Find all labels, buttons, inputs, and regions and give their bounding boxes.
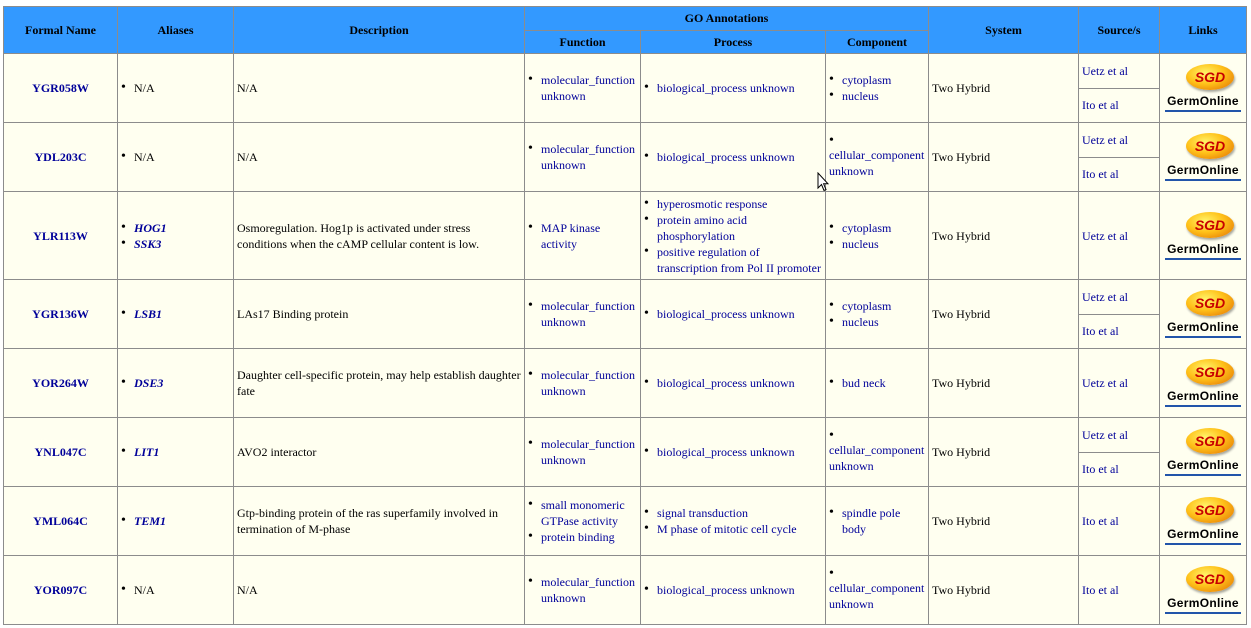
go-process-link[interactable]: biological_process unknown xyxy=(657,583,795,597)
go-function-link[interactable]: molecular_function unknown xyxy=(541,299,635,329)
go-process-link[interactable]: biological_process unknown xyxy=(657,307,795,321)
germonline-logo-link[interactable]: GermOnline xyxy=(1165,241,1241,260)
alias-item xyxy=(121,513,230,529)
go-function-link[interactable]: molecular_function unknown xyxy=(541,368,635,398)
go-component-list xyxy=(829,430,925,474)
formal-name-link[interactable]: YDL203C xyxy=(4,123,117,191)
aliases-cell xyxy=(118,280,233,348)
system-cell: Two Hybrid xyxy=(929,54,1078,122)
header-component: Component xyxy=(826,31,928,53)
go-process-list xyxy=(644,149,822,165)
links-cell xyxy=(1160,556,1246,624)
header-process: Process xyxy=(641,31,825,53)
go-component-item xyxy=(829,430,925,474)
alias-item xyxy=(121,306,230,322)
germonline-logo-link[interactable]: GermOnline xyxy=(1165,388,1241,407)
system-cell: Two Hybrid xyxy=(929,192,1078,279)
links-box xyxy=(1160,359,1246,407)
formal-name-link[interactable]: YGR058W xyxy=(4,54,117,122)
go-function-cell xyxy=(525,556,640,624)
source-link[interactable]: Uetz et al xyxy=(1082,228,1128,243)
source-link[interactable]: Uetz et al xyxy=(1082,63,1128,78)
go-function-list xyxy=(528,497,637,545)
go-component-item xyxy=(829,314,925,330)
germonline-logo-link[interactable]: GermOnline xyxy=(1165,319,1241,338)
description-cell: N/A xyxy=(234,123,524,191)
sgd-logo-link[interactable]: SGD xyxy=(1186,428,1234,454)
go-component-link[interactable]: cytoplasm xyxy=(842,299,892,313)
go-component-link[interactable]: cellular_component unknown xyxy=(829,443,925,473)
aliases-list xyxy=(121,513,230,529)
go-process-link[interactable]: protein amino acid phosphorylation xyxy=(657,212,747,243)
go-process-link[interactable]: M phase of mitotic cell cycle xyxy=(657,522,797,536)
go-function-item xyxy=(528,141,637,173)
table-row xyxy=(4,349,1246,417)
go-component-link[interactable]: cytoplasm xyxy=(842,73,892,87)
go-component-cell xyxy=(826,487,928,555)
alias-link[interactable]: LSB1 xyxy=(134,307,163,321)
germonline-logo-link[interactable]: GermOnline xyxy=(1165,93,1241,112)
go-component-list xyxy=(829,298,925,330)
sources-list xyxy=(1079,280,1159,348)
alias-item xyxy=(121,582,230,598)
links-cell xyxy=(1160,487,1246,555)
alias-link[interactable]: LIT1 xyxy=(134,445,160,459)
go-component-link[interactable]: nucleus xyxy=(842,315,879,329)
system-cell: Two Hybrid xyxy=(929,556,1078,624)
sources-cell xyxy=(1079,487,1159,555)
links-box xyxy=(1160,497,1246,545)
go-function-item xyxy=(528,436,637,468)
table-row xyxy=(4,192,1246,279)
go-process-cell xyxy=(641,280,825,348)
aliases-cell xyxy=(118,192,233,279)
system-cell: Two Hybrid xyxy=(929,349,1078,417)
go-component-link[interactable]: nucleus xyxy=(842,89,879,103)
germonline-logo-link[interactable]: GermOnline xyxy=(1165,457,1241,476)
go-process-list xyxy=(644,196,822,276)
links-cell xyxy=(1160,123,1246,191)
aliases-cell xyxy=(118,123,233,191)
go-process-item xyxy=(644,582,822,598)
go-function-link[interactable]: MAP kinase activity xyxy=(541,220,601,251)
go-function-list xyxy=(528,72,637,104)
go-process-cell xyxy=(641,192,825,279)
go-function-list xyxy=(528,141,637,173)
source-link[interactable]: Uetz et al xyxy=(1082,427,1128,442)
links-box xyxy=(1160,428,1246,476)
go-function-item xyxy=(528,72,637,104)
go-process-cell xyxy=(641,54,825,122)
go-function-cell xyxy=(525,123,640,191)
go-component-link[interactable]: spindle pole body xyxy=(842,506,901,536)
go-function-link[interactable]: small monomeric GTPase activity xyxy=(541,498,625,528)
aliases-cell xyxy=(118,487,233,555)
links-cell xyxy=(1160,280,1246,348)
go-component-cell xyxy=(826,280,928,348)
sources-cell xyxy=(1079,556,1159,624)
description-cell: Daughter cell-specific protein, may help establish daughter fate xyxy=(234,349,524,417)
aliases-cell xyxy=(118,418,233,486)
go-component-list xyxy=(829,505,925,537)
links-box xyxy=(1160,212,1246,260)
go-function-item xyxy=(528,574,637,606)
go-process-list xyxy=(644,505,822,537)
aliases-list xyxy=(121,375,230,391)
go-process-list xyxy=(644,375,822,391)
alias-text: N/A xyxy=(134,81,155,95)
go-component-list xyxy=(829,375,925,391)
system-cell: Two Hybrid xyxy=(929,418,1078,486)
aliases-cell xyxy=(118,54,233,122)
sgd-logo-link[interactable]: SGD xyxy=(1186,290,1234,316)
germonline-logo-link[interactable]: GermOnline xyxy=(1165,595,1241,614)
go-component-cell xyxy=(826,123,928,191)
aliases-list xyxy=(121,306,230,322)
go-process-list xyxy=(644,306,822,322)
go-process-item xyxy=(644,444,822,460)
description-cell: N/A xyxy=(234,54,524,122)
sources-cell xyxy=(1079,192,1159,279)
sources-cell xyxy=(1079,349,1159,417)
go-process-item xyxy=(644,505,822,521)
go-function-cell xyxy=(525,418,640,486)
go-function-link[interactable]: protein binding xyxy=(541,530,615,544)
go-process-item xyxy=(644,149,822,165)
links-box xyxy=(1160,566,1246,614)
go-function-link[interactable]: molecular_function unknown xyxy=(541,73,635,103)
go-component-item xyxy=(829,298,925,314)
go-component-cell xyxy=(826,192,928,279)
go-process-cell xyxy=(641,556,825,624)
sgd-logo-link[interactable]: SGD xyxy=(1186,359,1234,385)
go-process-link[interactable]: biological_process unknown xyxy=(657,376,795,390)
alias-link[interactable]: HOG1 xyxy=(134,220,167,235)
go-process-item xyxy=(644,521,822,537)
table-row xyxy=(4,487,1246,555)
go-function-cell xyxy=(525,54,640,122)
sources-list xyxy=(1079,349,1159,417)
alias-item xyxy=(121,444,230,460)
go-component-item xyxy=(829,505,925,537)
go-component-item xyxy=(829,72,925,88)
go-process-item xyxy=(644,306,822,322)
go-process-list xyxy=(644,444,822,460)
links-box xyxy=(1160,290,1246,338)
go-component-link[interactable]: cellular_component unknown xyxy=(829,148,925,178)
source-link[interactable]: Ito et al xyxy=(1079,314,1159,349)
germonline-logo-link[interactable]: GermOnline xyxy=(1165,162,1241,181)
alias-item xyxy=(121,220,230,236)
header-formal-name: Formal Name xyxy=(4,7,117,53)
header-links: Links xyxy=(1160,7,1246,53)
go-process-item xyxy=(644,212,822,244)
alias-link[interactable]: DSE3 xyxy=(134,376,164,390)
go-function-item xyxy=(528,529,637,545)
formal-name-link[interactable]: YOR097C xyxy=(4,556,117,624)
go-function-item xyxy=(528,220,637,252)
interactions-table xyxy=(3,6,1247,625)
go-process-item xyxy=(644,80,822,96)
germonline-logo-link[interactable]: GermOnline xyxy=(1165,526,1241,545)
header-function: Function xyxy=(525,31,640,53)
system-cell: Two Hybrid xyxy=(929,280,1078,348)
links-box xyxy=(1160,133,1246,181)
header-sources: Source/s xyxy=(1079,7,1159,53)
aliases-list xyxy=(121,220,230,252)
go-component-item xyxy=(829,568,925,612)
go-process-link[interactable]: biological_process unknown xyxy=(657,445,795,459)
sources-list xyxy=(1079,123,1159,191)
go-process-cell xyxy=(641,418,825,486)
go-component-item xyxy=(829,220,925,236)
sources-list xyxy=(1079,418,1159,486)
go-component-list xyxy=(829,72,925,104)
sources-list xyxy=(1079,54,1159,122)
links-cell xyxy=(1160,54,1246,122)
header-system: System xyxy=(929,7,1078,53)
links-cell xyxy=(1160,349,1246,417)
aliases-list xyxy=(121,80,230,96)
go-function-list xyxy=(528,574,637,606)
go-function-item xyxy=(528,497,637,529)
go-process-link[interactable]: positive regulation of transcription from Pol II promoter xyxy=(657,244,821,275)
go-function-cell xyxy=(525,280,640,348)
aliases-cell xyxy=(118,349,233,417)
sgd-logo-link[interactable]: SGD xyxy=(1186,133,1234,159)
links-cell xyxy=(1160,418,1246,486)
go-function-list xyxy=(528,220,637,252)
source-link[interactable]: Ito et al xyxy=(1079,88,1159,123)
sources-list xyxy=(1079,487,1159,555)
formal-name-link[interactable]: YOR264W xyxy=(4,349,117,417)
header-description: Description xyxy=(234,7,524,53)
aliases-list xyxy=(121,444,230,460)
header-aliases: Aliases xyxy=(118,7,233,53)
aliases-list xyxy=(121,582,230,598)
go-component-link[interactable]: cytoplasm xyxy=(842,220,892,235)
go-component-cell xyxy=(826,556,928,624)
description-cell: AVO2 interactor xyxy=(234,418,524,486)
alias-text: N/A xyxy=(134,583,155,597)
formal-name-link[interactable]: YNL047C xyxy=(4,418,117,486)
go-process-cell xyxy=(641,123,825,191)
go-process-item xyxy=(644,196,822,212)
go-component-list xyxy=(829,568,925,612)
go-component-item xyxy=(829,236,925,252)
alias-item xyxy=(121,149,230,165)
go-process-list xyxy=(644,80,822,96)
alias-link[interactable]: TEM1 xyxy=(134,514,167,528)
aliases-cell xyxy=(118,556,233,624)
go-process-list xyxy=(644,582,822,598)
go-function-item xyxy=(528,298,637,330)
go-process-link[interactable]: hyperosmotic response xyxy=(657,196,768,211)
description-cell: Gtp-binding protein of the ras superfamily involved in termination of M-phase xyxy=(234,487,524,555)
go-function-link[interactable]: molecular_function unknown xyxy=(541,575,635,605)
go-component-item xyxy=(829,88,925,104)
go-function-cell xyxy=(525,349,640,417)
go-component-list xyxy=(829,220,925,252)
sources-list xyxy=(1079,556,1159,624)
source-link[interactable]: Uetz et al xyxy=(1082,289,1128,304)
go-function-list xyxy=(528,298,637,330)
table-row xyxy=(4,54,1246,122)
go-function-link[interactable]: molecular_function unknown xyxy=(541,437,635,467)
go-component-link[interactable]: nucleus xyxy=(842,236,879,251)
sgd-logo-link[interactable]: SGD xyxy=(1186,566,1234,592)
go-component-item xyxy=(829,375,925,391)
go-function-cell xyxy=(525,487,640,555)
go-component-link[interactable]: cellular_component unknown xyxy=(829,581,925,611)
links-cell xyxy=(1160,192,1246,279)
source-link[interactable]: Ito et al xyxy=(1079,452,1159,487)
go-component-link[interactable]: bud neck xyxy=(842,376,886,390)
description-cell: LAs17 Binding protein xyxy=(234,280,524,348)
go-function-link[interactable]: molecular_function unknown xyxy=(541,142,635,172)
source-link[interactable]: Ito et al xyxy=(1079,157,1159,192)
go-process-item xyxy=(644,244,822,276)
sgd-logo-link[interactable]: SGD xyxy=(1186,497,1234,523)
go-function-list xyxy=(528,436,637,468)
go-function-list xyxy=(528,367,637,399)
description-cell: Osmoregulation. Hog1p is activated under stress conditions when the cAMP cellular content is low. xyxy=(234,192,524,279)
go-component-cell xyxy=(826,54,928,122)
formal-name-link[interactable]: YLR113W xyxy=(4,192,117,279)
source-link[interactable]: Ito et al xyxy=(1082,514,1119,528)
sgd-logo-link[interactable]: SGD xyxy=(1186,212,1234,238)
links-box xyxy=(1160,64,1246,112)
alias-item xyxy=(121,236,230,252)
alias-item xyxy=(121,375,230,391)
sources-cell xyxy=(1079,418,1159,486)
mouse-cursor-icon xyxy=(817,172,829,192)
description-cell: N/A xyxy=(234,556,524,624)
source-link[interactable]: Ito et al xyxy=(1082,583,1119,597)
source-link[interactable]: Uetz et al xyxy=(1082,132,1128,147)
go-component-list xyxy=(829,135,925,179)
go-process-link[interactable]: biological_process unknown xyxy=(657,150,795,164)
go-process-link[interactable]: signal transduction xyxy=(657,506,748,520)
go-component-cell xyxy=(826,418,928,486)
formal-name-link[interactable]: YML064C xyxy=(4,487,117,555)
go-process-cell xyxy=(641,349,825,417)
sources-list xyxy=(1079,192,1159,279)
go-function-cell xyxy=(525,192,640,279)
sgd-logo-link[interactable]: SGD xyxy=(1186,64,1234,90)
system-cell: Two Hybrid xyxy=(929,123,1078,191)
source-link[interactable]: Uetz et al xyxy=(1082,376,1128,390)
go-component-cell xyxy=(826,349,928,417)
aliases-list xyxy=(121,149,230,165)
sources-cell xyxy=(1079,54,1159,122)
table-row xyxy=(4,123,1246,191)
alias-text: N/A xyxy=(134,150,155,164)
alias-item xyxy=(121,80,230,96)
table-row xyxy=(4,280,1246,348)
go-process-item xyxy=(644,375,822,391)
formal-name-link[interactable]: YGR136W xyxy=(4,280,117,348)
go-process-link[interactable]: biological_process unknown xyxy=(657,81,795,95)
system-cell: Two Hybrid xyxy=(929,487,1078,555)
alias-link[interactable]: SSK3 xyxy=(134,236,162,251)
sources-cell xyxy=(1079,123,1159,191)
sources-cell xyxy=(1079,280,1159,348)
go-process-cell xyxy=(641,487,825,555)
table-row xyxy=(4,418,1246,486)
table-row xyxy=(4,556,1246,624)
header-go-annotations: GO Annotations xyxy=(525,7,928,30)
go-function-item xyxy=(528,367,637,399)
go-component-item xyxy=(829,135,925,179)
